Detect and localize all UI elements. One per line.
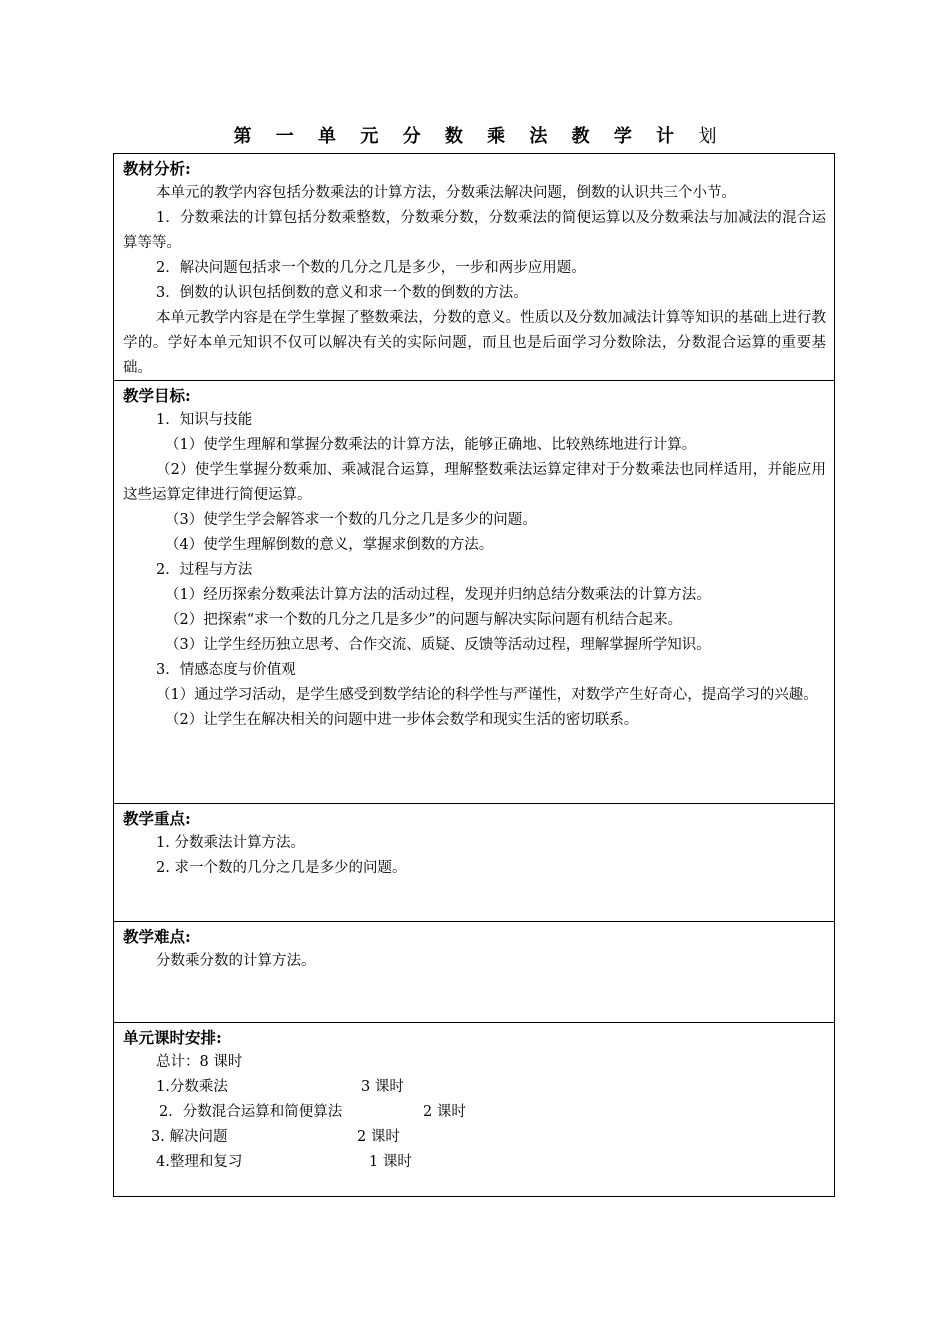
key-point-line: 1. 分数乘法计算方法。 (156, 835, 305, 851)
goal-line: （1）通过学习活动，是学生感受到数学结论的科学性与严谨性，对数学产生好奇心，提高学习的兴趣。 (156, 687, 818, 703)
schedule-row (123, 1125, 826, 1150)
schedule-item-name: 1.分数乘法 (156, 1079, 228, 1095)
goal-line: （1）经历探索分数乘法计算方法的活动过程，发现并归纳总结分数乘法的计算方法。 (165, 587, 711, 603)
page-title (0, 122, 950, 148)
schedule-item-hours: 2 课时 (357, 1129, 400, 1145)
title-main: 第 一 单 元 分 数 乘 法 教 学 计 (233, 126, 684, 147)
schedule-item-hours: 2 课时 (423, 1104, 466, 1120)
difficulties-heading: 教学难点: (123, 927, 191, 946)
section-analysis (114, 154, 834, 381)
goal-line: （1）使学生理解和掌握分数乘法的计算方法，能够正确地、比较熟练地进行计算。 (165, 437, 697, 453)
key-point-line: 2. 求一个数的几分之几是多少的问题。 (156, 860, 407, 876)
goal-line: （4）使学生理解倒数的意义，掌握求倒数的方法。 (165, 537, 494, 553)
title-last: 划 (698, 126, 717, 147)
schedule-row (123, 1150, 826, 1175)
schedule-item-hours: 1 课时 (369, 1154, 412, 1170)
schedule-row (123, 1075, 826, 1100)
section-difficulties (114, 922, 834, 1023)
difficulty-line: 分数乘分数的计算方法。 (156, 953, 316, 969)
analysis-paragraph: 3．倒数的认识包括倒数的意义和求一个数的倒数的方法。 (156, 285, 528, 301)
goal-line: 1．知识与技能 (156, 412, 253, 428)
goal-line: 2．过程与方法 (156, 562, 253, 578)
schedule-item-name: 2．分数混合运算和简便算法 (159, 1104, 343, 1120)
schedule-item-hours: 3 课时 (361, 1079, 404, 1095)
analysis-paragraph: 本单元的教学内容包括分数乘法的计算方法，分数乘法解决问题，倒数的认识共三个小节。 (156, 185, 736, 201)
schedule-heading: 单元课时安排: (123, 1028, 222, 1047)
section-key-points (114, 804, 834, 922)
goal-line: （3）让学生经历独立思考、合作交流、质疑、反馈等活动过程，理解掌握所学知识。 (165, 637, 711, 653)
goal-line: （2）把探索“求一个数的几分之几是多少”的问题与解决实际问题有机结合起来。 (165, 612, 683, 628)
schedule-item-name: 4.整理和复习 (156, 1154, 243, 1170)
key-points-heading: 教学重点: (123, 809, 191, 828)
schedule-item-name: 3. 解决问题 (151, 1129, 228, 1145)
section-schedule (114, 1023, 834, 1196)
analysis-paragraph: 2．解决问题包括求一个数的几分之几是多少，一步和两步应用题。 (156, 260, 586, 276)
section-goals (114, 381, 834, 804)
analysis-paragraph: 1．分数乘法的计算包括分数乘整数，分数乘分数，分数乘法的简便运算以及分数乘法与加减法的混合运算等等。 (123, 210, 826, 251)
schedule-row (123, 1100, 826, 1125)
goals-heading: 教学目标: (123, 386, 191, 405)
plan-table (113, 153, 835, 1197)
goal-line: 3．情感态度与价值观 (156, 662, 296, 678)
analysis-paragraph: 本单元教学内容是在学生掌握了整数乘法，分数的意义。性质以及分数加减法计算等知识的基础上进行教学的。学好本单元知识不仅可以解决有关的实际问题，而且也是后面学习分数除法，分数混合运算的重要基础。 (123, 310, 826, 376)
schedule-total: 总计：8 课时 (156, 1054, 243, 1070)
goal-line: （3）使学生学会解答求一个数的几分之几是多少的问题。 (165, 512, 537, 528)
goal-line: （2）使学生掌握分数乘加、乘减混合运算，理解整数乘法运算定律对于分数乘法也同样适用，并能应用这些运算定律进行简便运算。 (123, 462, 826, 503)
goal-line: （2）让学生在解决相关的问题中进一步体会数学和现实生活的密切联系。 (165, 712, 639, 728)
analysis-heading: 教材分析: (123, 159, 191, 178)
